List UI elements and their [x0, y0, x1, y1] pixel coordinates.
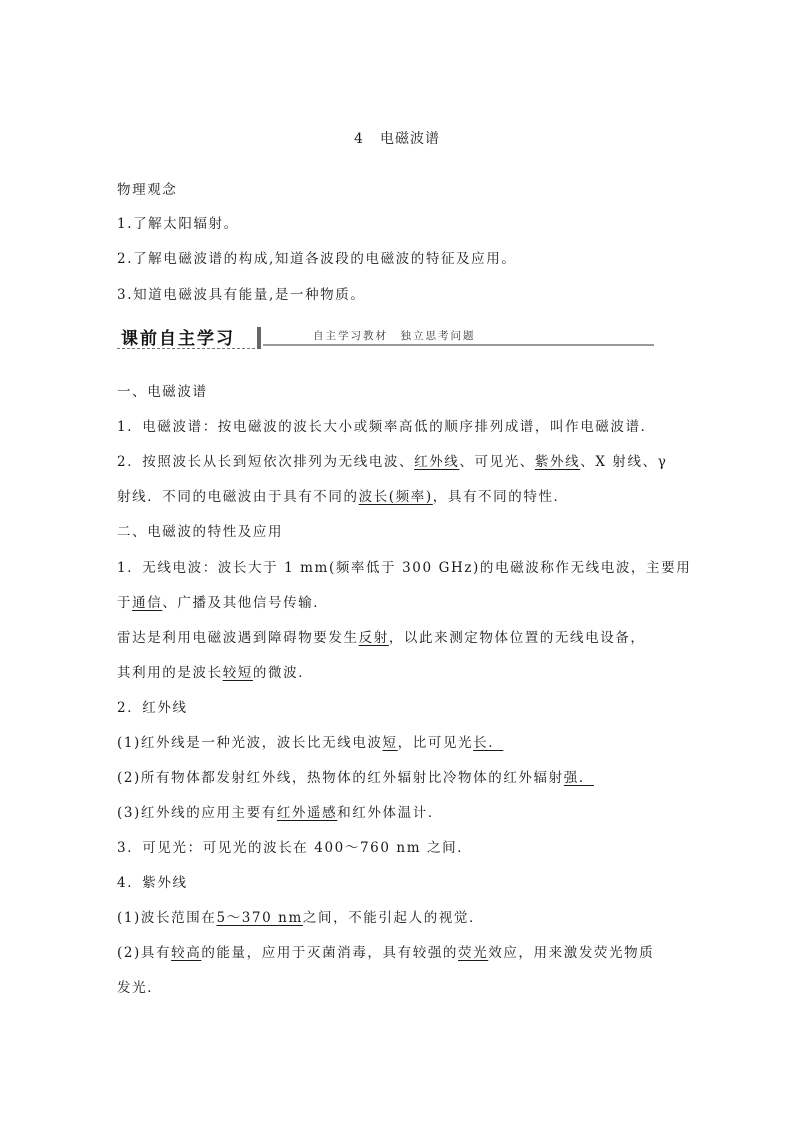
banner-divider-bar [257, 327, 261, 349]
paragraph: 1．电磁波谱：按电磁波的波长大小或频率高低的顺序排列成谱，叫作电磁波谱． [117, 419, 656, 435]
text: 之间，不能引起人的视觉． [302, 910, 485, 926]
text: 2．按照波长从长到短依次排列为无线电波、 [117, 454, 415, 470]
answer-blank: 红外线 [414, 454, 460, 470]
paragraph [117, 731, 503, 751]
paragraph: 1．无线电波：波长大于 1 mm(频率低于 300 GHz)的电磁波称作无线电波，主要用 [117, 560, 692, 576]
text: 、广播及其他信号传输． [162, 595, 329, 611]
banner-title: 课前自主学习 [121, 329, 235, 349]
paragraph [117, 626, 646, 646]
text: 雷达是利用电磁波遇到障碍物要发生 [117, 630, 359, 646]
text: (2)具有 [117, 945, 172, 961]
paragraph [117, 485, 569, 505]
text: ，以此来测定物体位置的无线电设备， [388, 630, 646, 646]
paragraph: 3．可见光：可见光的波长在 400～760 nm 之间． [117, 840, 473, 856]
section-heading: 一、电磁波谱 [117, 384, 208, 400]
answer-blank: 短 [382, 735, 398, 751]
paragraph [117, 766, 594, 786]
text: (1)波长范围在 [117, 910, 217, 926]
paragraph [117, 450, 667, 470]
answer-blank: 强． [563, 770, 594, 786]
section-banner [117, 324, 654, 350]
banner-rule-line [263, 344, 654, 346]
lesson-number: 4 [354, 131, 364, 147]
text: (1)红外线是一种光波，波长比无线电波 [117, 735, 383, 751]
answer-blank: 反射 [358, 630, 389, 646]
text: 、X 射线、γ [580, 454, 668, 470]
text: 效应，用来激发荧光物质 [488, 945, 655, 961]
answer-blank: 红外遥感 [276, 805, 338, 821]
objective-item: 2.了解电磁波谱的构成,知道各波段的电磁波的特征及应用。 [117, 251, 517, 267]
paragraph [117, 941, 654, 961]
answer-blank: 长． [473, 735, 504, 751]
subsection-heading: 4．紫外线 [117, 875, 188, 891]
text: 的能量，应用于灭菌消毒，具有较强的 [201, 945, 459, 961]
answer-blank: 波长(频率) [358, 489, 433, 505]
paragraph [117, 661, 313, 681]
text: (3)红外线的应用主要有 [117, 805, 277, 821]
text: 、可见光、 [459, 454, 535, 470]
paragraph [117, 591, 328, 611]
answer-blank: 较短 [222, 665, 253, 681]
banner-dashed-underline [117, 348, 255, 349]
banner-subtitle: 自主学习教材 独立思考问题 [313, 330, 476, 342]
text: 的微波． [252, 665, 314, 681]
page-title [0, 128, 794, 148]
answer-blank: 5～370 nm [216, 910, 303, 926]
text: (2)所有物体都发射红外线，热物体的红外辐射比冷物体的红外辐射 [117, 770, 564, 786]
lesson-title: 电磁波谱 [379, 131, 440, 147]
objective-item: 3.知道电磁波具有能量,是一种物质。 [117, 287, 366, 303]
answer-blank: 紫外线 [534, 454, 581, 470]
paragraph [117, 906, 484, 926]
answer-blank: 通信 [132, 595, 163, 611]
text: 射线．不同的电磁波由于具有不同的 [117, 489, 359, 505]
paragraph [117, 801, 443, 821]
text: ，具有不同的特性． [432, 489, 569, 505]
text: 和红外体温计． [337, 805, 443, 821]
text: 于 [117, 595, 133, 611]
subsection-heading: 2．红外线 [117, 700, 188, 716]
text: ，比可见光 [397, 735, 474, 751]
answer-blank: 荧光 [458, 945, 489, 961]
objective-item: 1.了解太阳辐射。 [117, 216, 239, 232]
objectives-heading: 物理观念 [117, 182, 178, 198]
answer-blank: 较高 [171, 945, 202, 961]
text: 其利用的是波长 [117, 665, 223, 681]
paragraph: 发光． [117, 980, 163, 996]
section-heading: 二、电磁波的特性及应用 [117, 524, 284, 540]
